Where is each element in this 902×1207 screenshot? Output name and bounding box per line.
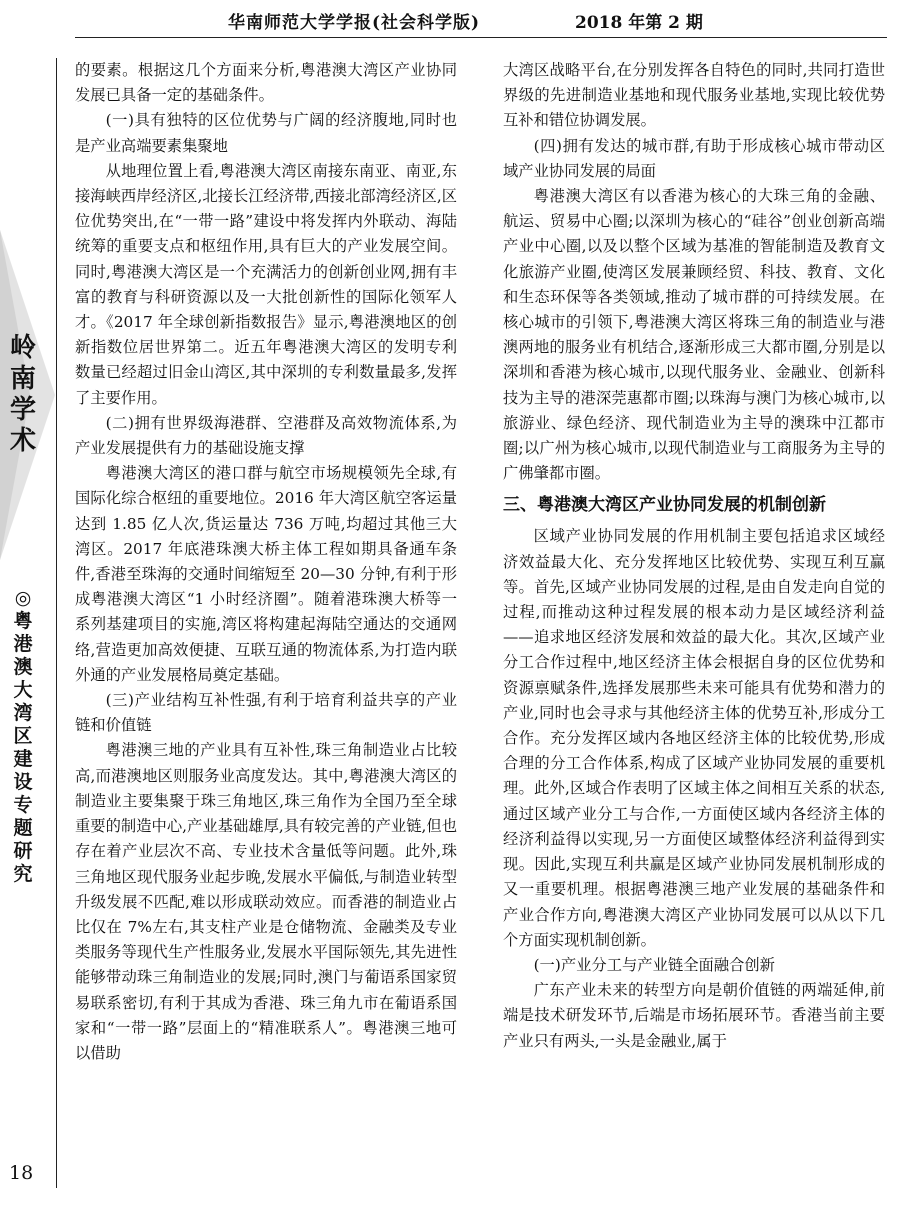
paragraph: 大湾区战略平台,在分别发挥各自特色的同时,共同打造世界级的先进制造业基地和现代服务业基地,实现比较优势互补和错位协调发展。	[503, 61, 885, 130]
paragraph: 粤港澳大湾区有以香港为核心的大珠三角的金融、航运、贸易中心圈;以深圳为核心的“硅谷”创业创新高端产业中心圈,以及以整个区域为基准的智能制造及教育文化旅游产业圈,使湾区发展兼顾经贸、科技、教育、文化和生态环保等各类领域,推动了城市群的可持续发展。在核心城市的引领下,粤港澳大湾区将珠三角的制造业与港澳两地的服务业有机结合,逐渐形成三大都市圈,分别是以深圳和香港为核心城市,以现代服务业、金融业、创新科技为主导的港深莞惠都市圈;以珠海与澳门为核心城市,以旅游业、绿色经济、现代制造业为主导的澳珠中江都市圈;以广州为核心城市,以现代制造业与工商服务为主导的广佛肇都市圈。	[503, 187, 885, 483]
side-column-title: 岭南学术	[9, 333, 36, 456]
side-topic-label: ◎粤港澳大湾区建设专题研究	[13, 587, 33, 885]
journal-title: 华南师范大学学报(社会科学版)	[228, 13, 481, 33]
paragraph: 从地理位置上看,粤港澳大湾区南接东南亚、南亚,东接海峡西岸经济区,北接长江经济带,西接北部湾经济区,区位优势突出,在“一带一路”建设中将发挥内外联动、海陆统筹的重要支点和枢纽作用,具有巨大的产业发展空间。同时,粤港澳大湾区是一个充满活力的创新创业网,拥有丰富的教育与科研资源以及一大批创新性的国际化领军人才。《2017 年全球创新指数报告》显示,粤港澳地区的创新指数位居世界第二。近五年粤港澳大湾区的发明专利数量已经超过旧金山湾区,其中深圳的专利数量最多,发挥了主要作用。	[75, 161, 457, 407]
header-rule	[75, 37, 887, 38]
paragraph: 粤港澳三地的产业具有互补性,珠三角制造业占比较高,而港澳地区则服务业高度发达。其中,粤港澳大湾区的制造业主要集聚于珠三角地区,珠三角作为全国乃至全球重要的制造中心,产业基础雄厚,具有较完善的产业链,但也存在着产业层次不高、专业技术含量低等问题。此外,珠三角地区现代服务业起步晚,发展水平偏低,与制造业转型升级发展不匹配,难以形成联动效应。而香港的制造业占比仅在 7%左右,其支柱产业是仓储物流、金融类及专业类服务等现代生产性服务业,发展水平国际领先,其先进性能够带动珠三角制造业的发展;同时,澳门与葡语系国家贸易联系密切,有利于其成为香港、珠三角九市在葡语系国家和“一带一路”层面上的“精准联系人”。粤港澳三地可以借助	[75, 741, 457, 1062]
right-text-column	[503, 58, 885, 1054]
paragraph: (四)拥有发达的城市群,有助于形成核心城市带动区域产业协同发展的局面	[503, 136, 885, 180]
paragraph: (三)产业结构互补性强,有利于培育利益共享的产业链和价值链	[75, 691, 457, 735]
running-header	[0, 0, 902, 40]
paragraph: (一)产业分工与产业链全面融合创新	[533, 955, 775, 974]
section-heading: 三、粤港澳大湾区产业协同发展的机制创新	[503, 495, 826, 516]
paragraph: (一)具有独特的区位优势与广阔的经济腹地,同时也是产业高端要素集聚地	[75, 111, 457, 155]
paragraph: (二)拥有世界级海港群、空港群及高效物流体系,为产业发展提供有力的基础设施支撑	[75, 413, 457, 458]
left-text-column	[75, 58, 457, 1066]
page-number: 18	[9, 1162, 34, 1184]
margin-rule	[56, 58, 57, 1188]
issue-label: 2018 年第 2 期	[575, 13, 703, 33]
paragraph: 广东产业未来的转型方向是朝价值链的两端延伸,前端是技术研发环节,后端是市场拓展环节。香港当前主要产业只有两头,一头是金融业,属于	[503, 981, 885, 1050]
paragraph: 区域产业协同发展的作用机制主要包括追求区域经济效益最大化、充分发挥地区比较优势、实现互利互赢等。首先,区域产业协同发展的过程,是由自发走向自觉的过程,而推动这种过程发展的根本动力是区域经济利益——追求地区经济发展和效益的最大化。其次,区域产业分工合作过程中,地区经济主体会根据自身的区位优势和资源禀赋条件,选择发展那些未来可能具有优势和潜力的产业,同时也会寻求与其他经济主体的优势互补,形成分工合作。充分发挥区域内各地区经济主体的比较优势,形成合理的分工合作体系,构成了区域产业协同发展的重要机理。此外,区域合作表明了区域主体之间相互关系的状态,通过区域产业分工与合作,一方面使区域内各经济主体的经济利益得以实现,另一方面使区域整体经济利益得到实现。因此,实现互利共赢是区域产业协同发展机制形成的又一重要机理。根据粤港澳三地产业发展的基础条件和产业合作方向,粤港澳大湾区产业协同发展可以从以下几个方面实现机制创新。	[503, 527, 885, 949]
paragraph: 的要素。根据这几个方面来分析,粤港澳大湾区产业协同发展已具备一定的基础条件。	[75, 61, 457, 105]
paragraph: 粤港澳大湾区的港口群与航空市场规模领先全球,有国际化综合枢纽的重要地位。2016 年大湾区航空客运量达到 1.85 亿人次,货运量达 736 万吨,均超过其他三大湾区。2017 年底港珠澳大桥主体工程如期具备通车条件,香港至珠海的交通时间缩短至 20—30 分钟,有利于形成粤港澳大湾区“1 小时经济圈”。随着港珠澳大桥等一系列基建项目的实施,湾区将构建起海陆空通达的交通网络,营造更加高效便捷、互联互通的物流体系,为打造内联外通的产业发展格局奠定基础。	[75, 464, 457, 684]
